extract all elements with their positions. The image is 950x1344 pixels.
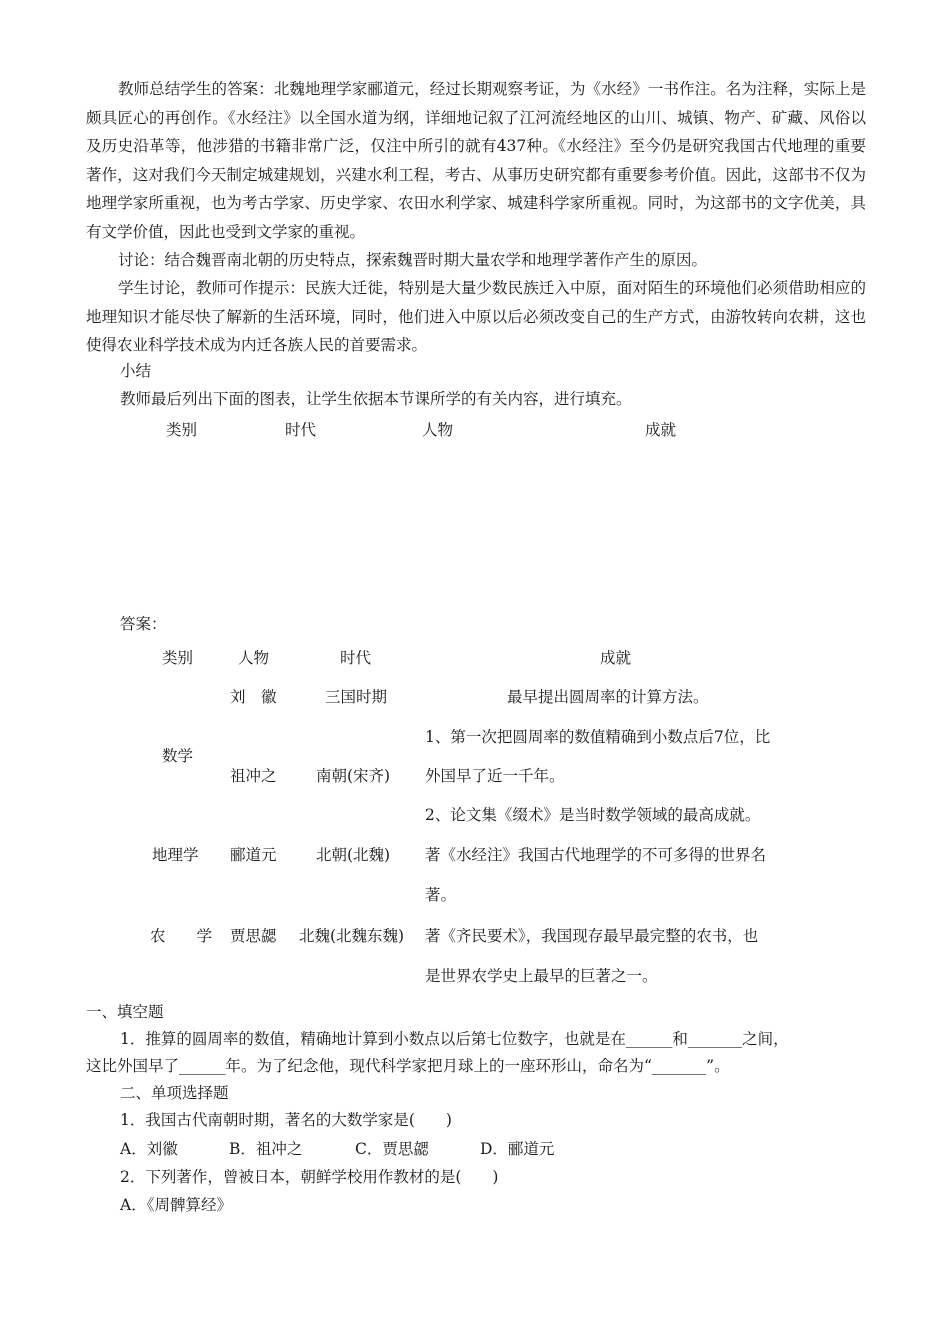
- option-a: A．刘徽: [120, 1140, 178, 1158]
- row2-achievement-line1: 1、第一次把圆周率的数值精确到小数点后7位，比: [425, 728, 771, 746]
- header-achievement: 成就: [645, 421, 677, 439]
- row2-achievement-line2: 外国早了近一千年。: [425, 767, 565, 785]
- header-category: 类别: [166, 421, 198, 439]
- answer-header-era: 时代: [340, 649, 372, 667]
- row4-era: 北魏(北魏东魏): [299, 927, 405, 945]
- row3-era: 北朝(北魏): [316, 846, 391, 864]
- summary-title: 小结: [120, 362, 152, 380]
- choice-section-title: 二、单项选择题: [120, 1084, 229, 1102]
- row2-era: 南朝(宋齐): [316, 767, 391, 785]
- header-person: 人物: [422, 421, 454, 439]
- row1-achievement: 最早提出圆周率的计算方法。: [507, 688, 709, 706]
- option-c: C．贾思勰: [355, 1140, 429, 1158]
- math-category: 数学: [162, 747, 194, 765]
- row3-person: 郦道元: [230, 846, 277, 864]
- fill-question-1-line2: 这比外国早了______年。为了纪念他，现代科学家把月球上的一座环形山，命名为“_______”。: [86, 1057, 730, 1075]
- row1-era: 三国时期: [325, 688, 388, 706]
- row3-category: 地理学: [152, 846, 199, 864]
- row3-achievement-line1: 著《水经注》我国古代地理学的不可多得的世界名: [425, 846, 767, 864]
- paragraph-teacher-summary: 教师总结学生的答案：北魏地理学家郦道元，经过长期观察考证，为《水经》一书作注。名为注释，实际上是颇具匠心的再创作。《水经注》以全国水道为纲，详细地记叙了江河流经地区的山川、城镇、物产、矿藏、风俗以及历史沿革等，他涉猎的书籍非常广泛，仅注中所引的就有437种。《水经注》至今仍是研究我国古代地理的重要著作，这对我们今天制定城建规划，兴建水利工程，考古、从事历史研究都有重要参考价值。因此，这部书不仅为地理学家所重视，也为考古学家、历史学家、农田水利学家、城建科学家所重视。同时，为这部书的文字优美，具有文学价值，因此也受到文学家的重视。: [86, 80, 866, 241]
- option-b: B．祖冲之: [229, 1140, 303, 1158]
- choice-question-1: 1．我国古代南朝时期，著名的大数学家是( ): [120, 1111, 452, 1129]
- row4-achievement-line2: 是世界农学史上最早的巨著之一。: [425, 967, 658, 985]
- row4-person: 贾思勰: [230, 927, 277, 945]
- fill-in-section-title: 一、填空题: [86, 1003, 164, 1021]
- answer-label: 答案：: [120, 615, 167, 633]
- row1-person: 刘 徽: [230, 688, 277, 706]
- answer-header-person: 人物: [238, 649, 270, 667]
- summary-instruction: 教师最后列出下面的图表，让学生依据本节课所学的有关内容，进行填充。: [120, 390, 632, 408]
- choice-question-2: 2．下列著作，曾被日本，朝鲜学校用作教材的是( ): [120, 1168, 499, 1186]
- choice-question-2-option-a: A．《周髀算经》: [120, 1196, 232, 1214]
- row2-achievement-line3: 2、论文集《缀术》是当时数学领域的最高成就。: [425, 806, 761, 824]
- answer-header-achievement: 成就: [600, 649, 632, 667]
- answer-header-category: 类别: [162, 649, 194, 667]
- fill-question-1-line1: 1．推算的圆周率的数值，精确地计算到小数点以后第七位数字，也就是在______和_______之间，: [120, 1030, 789, 1048]
- row4-achievement-line1: 著《齐民要术》，我国现存最早最完整的农书，也: [425, 927, 759, 945]
- row3-achievement-line2: 著。: [425, 886, 457, 904]
- header-era: 时代: [285, 421, 317, 439]
- option-d: D．郦道元: [480, 1140, 555, 1158]
- row4-category: 农 学: [150, 927, 213, 945]
- paragraph-student-discussion: 学生讨论，教师可作提示：民族大迁徙，特别是大量少数民族迁入中原，面对陌生的环境他们必须借助相应的地理知识才能尽快了解新的生活环境，同时，他们进入中原以后必须改变自己的生产方式，由游牧转向农耕，这也使得农业科学技术成为内迁各族人民的首要需求。: [86, 279, 866, 354]
- paragraph-discussion: 讨论：结合魏晋南北朝的历史特点，探索魏晋时期大量农学和地理学著作产生的原因。: [118, 251, 708, 269]
- row2-person: 祖冲之: [230, 767, 277, 785]
